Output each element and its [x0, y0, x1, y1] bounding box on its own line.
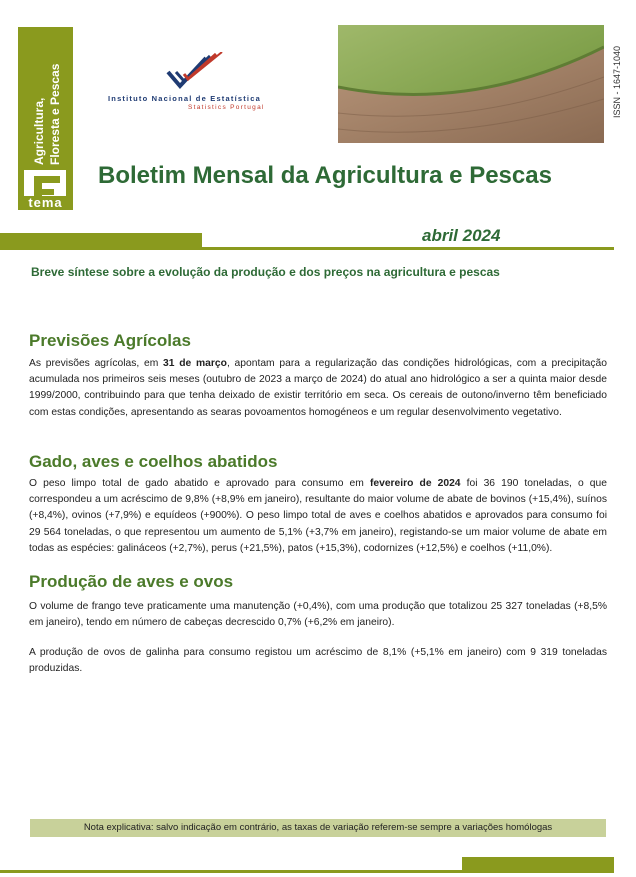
- institute-subtitle: Statistics Portugal: [188, 104, 265, 111]
- explanatory-note: Nota explicativa: salvo indicação em contrário, as taxas de variação referem-se sempre a variações homólogas: [30, 819, 606, 837]
- section-title-agricultural-forecasts: Previsões Agrícolas: [29, 331, 191, 350]
- footer-rule: [0, 870, 614, 873]
- theme-label: [18, 27, 73, 167]
- theme-band: [18, 27, 73, 210]
- theme-word: tema: [18, 196, 73, 210]
- section-title-slaughtered-livestock: Gado, aves e coelhos abatidos: [29, 452, 278, 471]
- page-title: Boletim Mensal da Agricultura e Pescas: [98, 162, 552, 189]
- theme-line-2: Floresta e Pescas: [48, 63, 62, 165]
- institute-name: Instituto Nacional de Estatística: [108, 94, 261, 103]
- header-rule: [0, 247, 614, 250]
- issn-label: ISSN - 1647-1040: [612, 45, 622, 118]
- paragraph-agricultural-forecasts: As previsões agrícolas, em 31 de março, apontam para a regularização das condições hidrológicas, com a precipitação acumulada nos primeiros seis meses (outubro de 2023 a março de 2024) do atual ano hidrológico a ser a quinta maior desde 1999/2000, contribuindo para que tenha deixado de existir território em seca. Os cereais de outono/inverno têm beneficiado com estas condições, apresentando as searas povoamentos homogéneos e um regular desenvolvimento vegetativo.: [29, 358, 608, 418]
- ine-logo-icon: [166, 52, 224, 92]
- issue-date: abril 2024: [422, 226, 501, 245]
- paragraph-slaughtered-livestock: O peso limpo total de gado abatido e aprovado para consumo em fevereiro de 2024 foi 36 190 toneladas, o que correspondeu a um acréscimo de 9,8% (+8,9% em janeiro), resultante do maior volume de abate de bovinos (+15,4%), suínos (+8,4%), ovinos (+7,9%) e equídeos (+900%). O peso limpo total de aves e coelhos abatidos e aprovados para consumo foi 29 564 toneladas, o que representou um aumento de 5,1% (+3,7% em janeiro), registando-se um maior volume de abate em todas as espécies: galináceos (+2,7%), perus (+21,5%), patos (+15,3%), codornizes (+12,5%) e coelhos (+11,0%).: [29, 478, 607, 554]
- page-subtitle: Breve síntese sobre a evolução da produção e dos preços na agricultura e pescas: [31, 265, 500, 279]
- paragraph-poultry-production: O volume de frango teve praticamente uma manutenção (+0,4%), com uma produção que totalizou 25 327 toneladas (+8,5% em janeiro), tendo em número de cabeças decrescido 0,7% (+6,2% em janeiro).: [29, 601, 607, 629]
- paragraph-egg-production: A produção de ovos de galinha para consumo registou um acréscimo de 8,1% (+5,1% em janeiro) com 9 319 toneladas produzidas.: [29, 647, 607, 675]
- field-photo: [338, 25, 604, 143]
- theme-line-1: Agricultura,: [32, 97, 46, 165]
- section-title-poultry-eggs: Produção de aves e ovos: [29, 572, 234, 591]
